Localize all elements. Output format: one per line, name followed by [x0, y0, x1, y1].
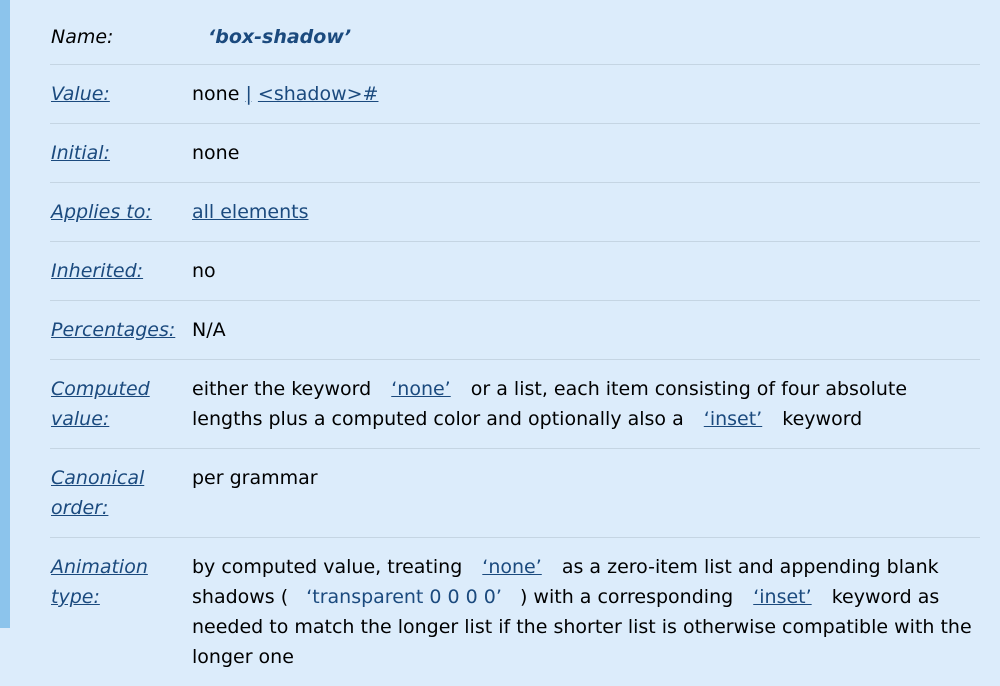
animation-text-4: keyword as needed to match the longer list if the shorter list is otherwise compatible with the longer one: [192, 586, 972, 668]
row-inherited: [50, 242, 980, 301]
value-shadow-link[interactable]: <shadow>#: [258, 83, 379, 105]
computed-inset-keyword[interactable]: ‘inset’: [690, 408, 776, 430]
initial-label-link[interactable]: Initial:: [51, 142, 110, 164]
applies-label-link[interactable]: Applies to:: [51, 201, 152, 223]
left-accent-bar: [0, 0, 10, 628]
property-definition-table: [50, 10, 980, 686]
value-bar-link[interactable]: |: [245, 83, 251, 105]
percentages-label-link[interactable]: Percentages:: [51, 319, 175, 341]
animation-text-1: by computed value, treating: [192, 556, 462, 578]
animation-inset-keyword[interactable]: ‘inset’: [739, 586, 825, 608]
animation-label-link[interactable]: Animation type:: [51, 556, 148, 608]
computed-text-3: keyword: [782, 408, 862, 430]
computed-text-2: or a list, each item consisting of four absolute lengths plus a computed color and optionally also a: [192, 378, 907, 430]
row-value: [50, 65, 980, 124]
value-none: none: [192, 83, 239, 105]
name-label-cell: [50, 10, 192, 65]
row-name: [50, 10, 980, 65]
value-label-link[interactable]: Value:: [51, 83, 110, 105]
row-initial: [50, 124, 980, 183]
name-label: Name:: [51, 26, 113, 48]
inherited-label-link[interactable]: Inherited:: [51, 260, 143, 282]
row-computed-value: [50, 360, 980, 449]
row-canonical-order: [50, 449, 980, 538]
canonical-label-link[interactable]: Canonical order:: [51, 467, 144, 519]
row-percentages: [50, 301, 980, 360]
animation-none-keyword[interactable]: ‘none’: [468, 556, 555, 578]
computed-label-link[interactable]: Computed value:: [51, 378, 150, 430]
canonical-value: per grammar: [192, 467, 318, 489]
property-name: ‘box-shadow’: [192, 26, 351, 48]
row-animation-type: [50, 538, 980, 686]
computed-text-1: either the keyword: [192, 378, 371, 400]
applies-value-link[interactable]: all elements: [192, 201, 309, 223]
animation-transparent-code: ‘transparent 0 0 0 0’: [294, 586, 514, 608]
name-value-cell: [192, 10, 980, 65]
percentages-value: N/A: [192, 319, 226, 341]
animation-text-2: as a zero-item list and appending blank shadows (: [192, 556, 939, 608]
initial-value: none: [192, 142, 239, 164]
row-applies-to: [50, 183, 980, 242]
animation-text-3: ) with a corresponding: [520, 586, 733, 608]
computed-none-keyword[interactable]: ‘none’: [377, 378, 464, 400]
inherited-value: no: [192, 260, 216, 282]
